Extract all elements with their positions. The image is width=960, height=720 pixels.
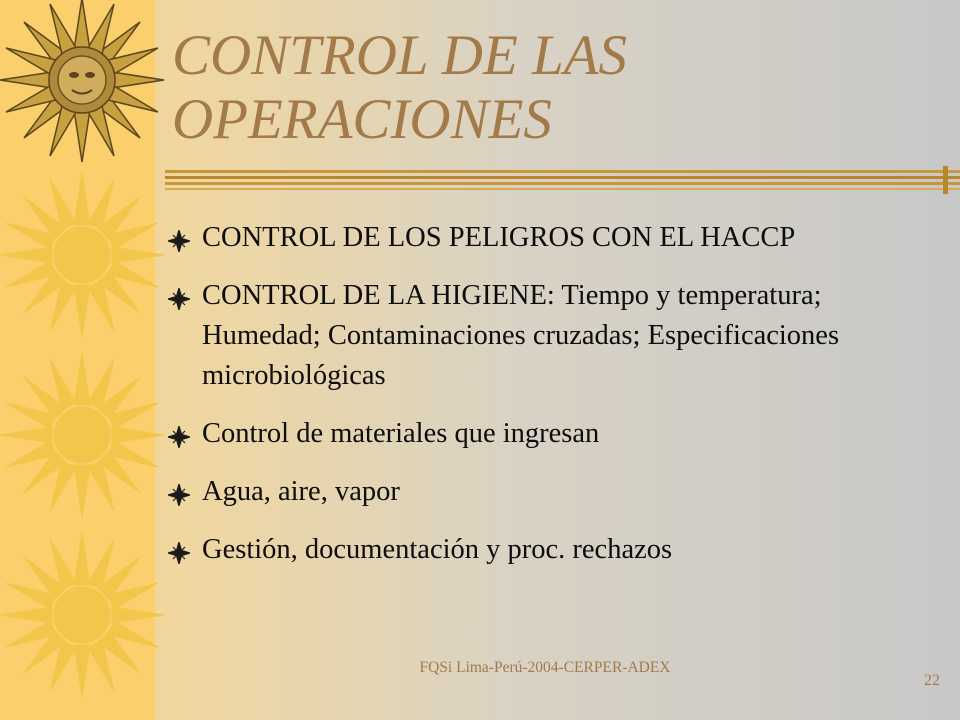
title-divider bbox=[165, 166, 960, 194]
bullet-text: CONTROL DE LA HIGIENE: Tiempo y temperatura; Humedad; Contaminaciones cruzadas; Especificaciones microbiológicas bbox=[202, 280, 840, 391]
four-point-star-bullet-icon bbox=[168, 426, 190, 448]
sun-icon bbox=[0, 533, 164, 697]
sun-icon bbox=[0, 173, 164, 337]
title-line-2: OPERACIONES bbox=[172, 88, 552, 151]
bullet-list bbox=[168, 218, 908, 588]
four-point-star-bullet-icon bbox=[168, 230, 190, 252]
bullet-text: CONTROL DE LOS PELIGROS CON EL HACCP bbox=[202, 222, 796, 253]
title-line-1: CONTROL DE LAS bbox=[172, 24, 628, 87]
bullet-text: Control de materiales que ingresan bbox=[202, 418, 600, 449]
bullet-item bbox=[168, 530, 908, 570]
bullet-item bbox=[168, 276, 908, 396]
sun-icon bbox=[0, 353, 164, 517]
bullet-text: Gestión, documentación y proc. rechazos bbox=[202, 534, 673, 565]
four-point-star-bullet-icon bbox=[168, 484, 190, 506]
bullet-item bbox=[168, 218, 908, 258]
page-number: 22 bbox=[924, 672, 940, 689]
four-point-star-bullet-icon bbox=[168, 542, 190, 564]
bullet-item bbox=[168, 472, 908, 512]
bullet-item bbox=[168, 414, 908, 454]
four-point-star-bullet-icon bbox=[168, 288, 190, 310]
bullet-text: Agua, aire, vapor bbox=[202, 476, 400, 507]
sun-icon bbox=[0, 0, 164, 162]
slide-footer: FQSi Lima-Perú-2004-CERPER-ADEX bbox=[419, 659, 671, 676]
slide-title bbox=[172, 24, 932, 152]
